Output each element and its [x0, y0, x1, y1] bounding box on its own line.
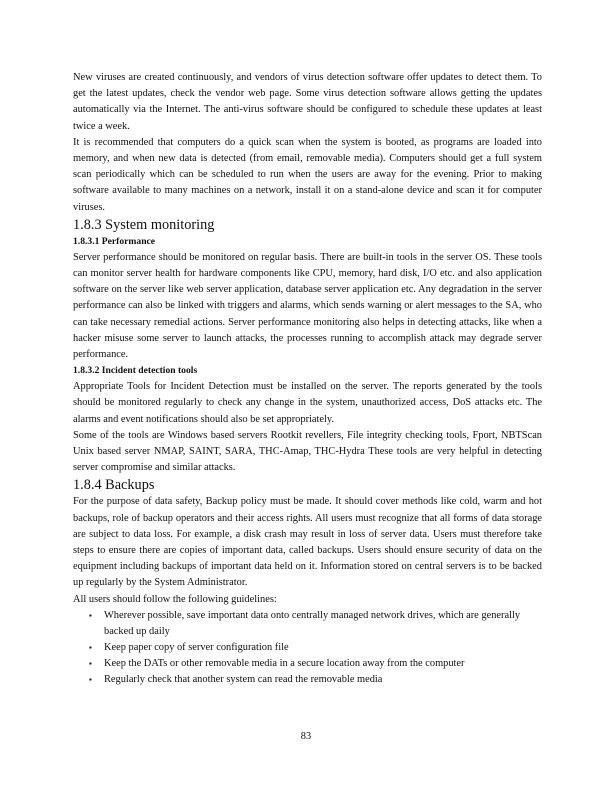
paragraph-incident-tools: Appropriate Tools for Incident Detection must be installed on the server. The reports generated by the tools should be monitored regularly to check any change in the system, unauthorized access, DoS attacks etc. The alarms and event notifications should also be set appropriately.: [73, 381, 542, 425]
list-item: [73, 656, 542, 672]
bullet-icon: ▪: [89, 658, 92, 668]
bullet-icon: ▪: [89, 610, 92, 620]
list-item-text: Keep paper copy of server configuration file: [104, 641, 289, 653]
guidelines-list: [73, 608, 542, 688]
paragraph-backup-policy: For the purpose of data safety, Backup policy must be made. It should cover methods like cold, warm and hot backups, role of backup operators and their access rights. All users must recognize that all forms of data storage are subject to data loss. For example, a disk crash may result in loss of server data. Users must therefore take steps to ensure there are copies of important data, called backups. Users should ensure security of data on the equipment including backups of important data held on it. Information stored on central servers is to be backed up regularly by the System Administrator.: [73, 496, 542, 589]
heading-system-monitoring: 1.8.3 System monitoring: [73, 216, 215, 233]
paragraph-tool-list: Some of the tools are Windows based servers Rootkit revellers, File integrity checking tools, Fport, NBTScan Unix based server NMAP, SAINT, SARA, THC-Amap, THC-Hydra These tools are very helpful in detecting server compromise and similar attacks.: [73, 429, 542, 474]
paragraph-performance: Server performance should be monitored on regular basis. There are built-in tools in the server OS. These tools can monitor server health for hardware components like CPU, memory, hard disk, I/O etc. and also application software on the server like web server application, database server application etc. Any degradation in the server performance can also be linked with triggers and alarms, which sends warning or alert messages to the SA, who can take necessary remedial actions. Server performance monitoring also helps in detecting attacks, like when a hacker misuse some server to launch attacks, the processes running to accomplish attack may degrade server performance.: [73, 251, 542, 361]
paragraph-guidelines-intro: All users should follow the following guidelines:: [73, 593, 277, 605]
paragraph-virus-updates: New viruses are created continuously, and vendors of virus detection software offer updates to detect them. To get the latest updates, check the vendor web page. Some virus detection software allows getting the updates automatically via the Internet. The anti-virus software should be configured to schedule these updates at least twice a week.: [73, 72, 542, 132]
list-item-text: Wherever possible, save important data onto centrally managed network drives, which are generally backed up daily: [104, 609, 521, 637]
list-item: [73, 672, 542, 688]
subheading-incident-detection: 1.8.3.2 Incident detection tools: [73, 365, 198, 377]
page-content: [73, 70, 542, 688]
list-item-text: Keep the DATs or other removable media in a secure location away from the computer: [104, 657, 465, 669]
list-item: [73, 640, 542, 656]
bullet-icon: ▪: [89, 642, 92, 652]
paragraph-virus-scanning: It is recommended that computers do a quick scan when the system is booted, as programs are loaded into memory, and when new data is detected (from email, removable media). Computers should get a full system scan periodically which can be scheduled to run when the users are away for the evening. Prior to making software available to many machines on a network, install it on a stand-alone device and scan it for computer viruses.: [73, 136, 542, 213]
subheading-performance: 1.8.3.1 Performance: [73, 235, 156, 247]
list-item-text: Regularly check that another system can read the removable media: [104, 673, 383, 685]
page-number: 83: [300, 731, 312, 742]
bullet-icon: ▪: [89, 674, 92, 684]
list-item: [73, 608, 542, 640]
heading-backups: 1.8.4 Backups: [73, 477, 155, 494]
